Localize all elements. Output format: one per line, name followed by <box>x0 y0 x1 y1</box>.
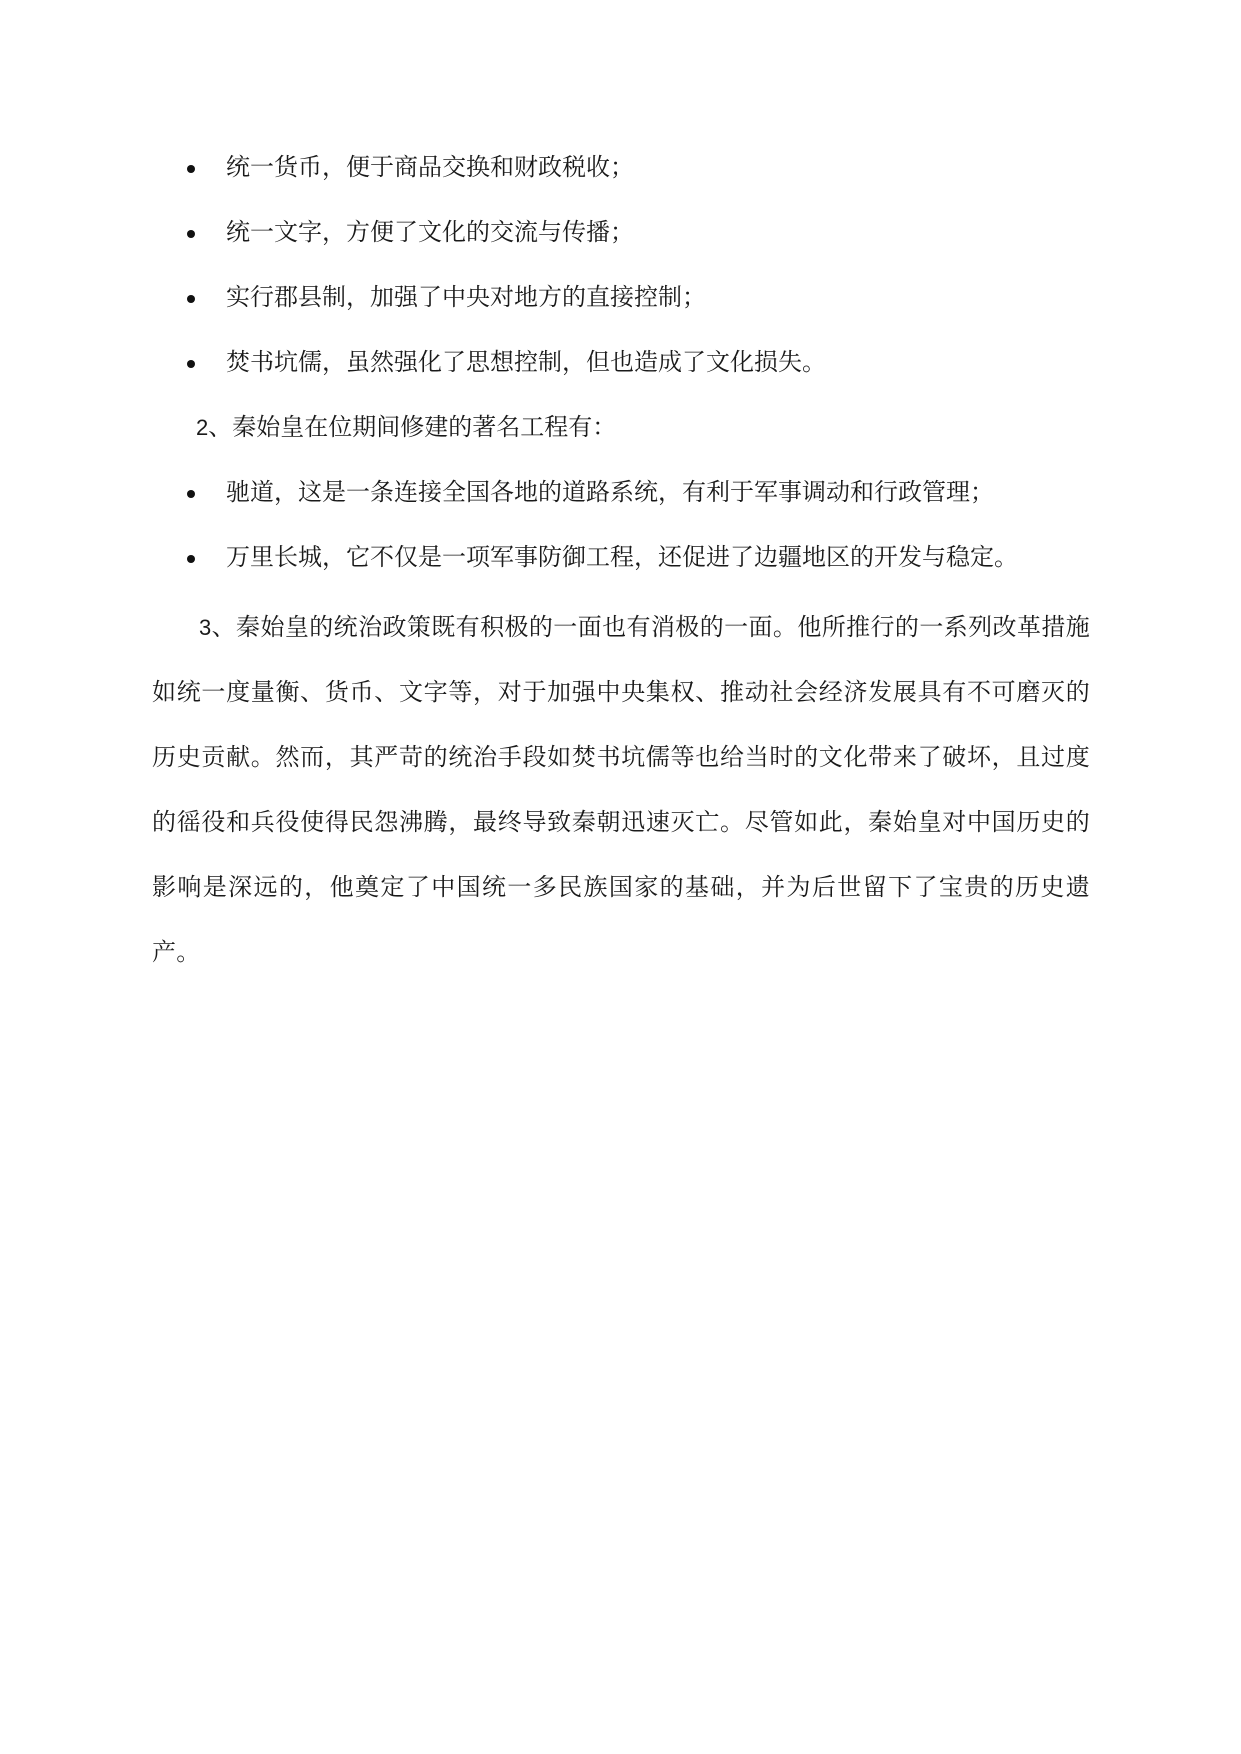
list-item-text: 统一文字，方便了文化的交流与传播； <box>226 218 634 246</box>
document-body <box>152 140 1090 985</box>
reform-bullet-list <box>152 140 1090 400</box>
section-3-paragraph <box>152 595 1090 985</box>
section-2-heading-text: 、秦始皇在位期间修建的著名工程有： <box>208 413 617 441</box>
list-item-text: 统一货币，便于商品交换和财政税收； <box>226 153 634 181</box>
list-item-text: 焚书坑儒，虽然强化了思想控制，但也造成了文化损失。 <box>226 348 826 376</box>
section-3-paragraph-text: 、秦始皇的统治政策既有积极的一面也有消极的一面。他所推行的一系列改革措施如统一度量衡、货币、文字等，对于加强中央集权、推动社会经济发展具有不可磨灭的历史贡献。然而，其严苛的统治手段如焚书坑儒等也给当时的文化带来了破坏，且过度的徭役和兵役使得民怨沸腾，最终导致秦朝迅速灭亡。尽管如此，秦始皇对中国历史的影响是深远的，他奠定了中国统一多民族国家的基础，并为后世留下了宝贵的历史遗产。 <box>152 613 1090 966</box>
projects-bullet-list <box>152 465 1090 595</box>
section-2-heading <box>152 400 1090 465</box>
bullet-icon <box>187 360 195 368</box>
list-item <box>152 205 1090 270</box>
list-item <box>152 335 1090 400</box>
list-item-text: 驰道，这是一条连接全国各地的道路系统，有利于军事调动和行政管理； <box>226 478 994 506</box>
bullet-icon <box>187 555 195 563</box>
bullet-icon <box>187 490 195 498</box>
list-item <box>152 465 1090 530</box>
list-item-text: 实行郡县制，加强了中央对地方的直接控制； <box>226 283 706 311</box>
list-item <box>152 140 1090 205</box>
list-item <box>152 530 1090 595</box>
bullet-icon <box>187 230 195 238</box>
list-item-text: 万里长城，它不仅是一项军事防御工程，还促进了边疆地区的开发与稳定。 <box>226 543 1018 571</box>
bullet-icon <box>187 295 195 303</box>
section-2-number: 2 <box>196 415 209 440</box>
list-item <box>152 270 1090 335</box>
bullet-icon <box>187 165 195 173</box>
section-3-number: 3 <box>199 615 212 640</box>
